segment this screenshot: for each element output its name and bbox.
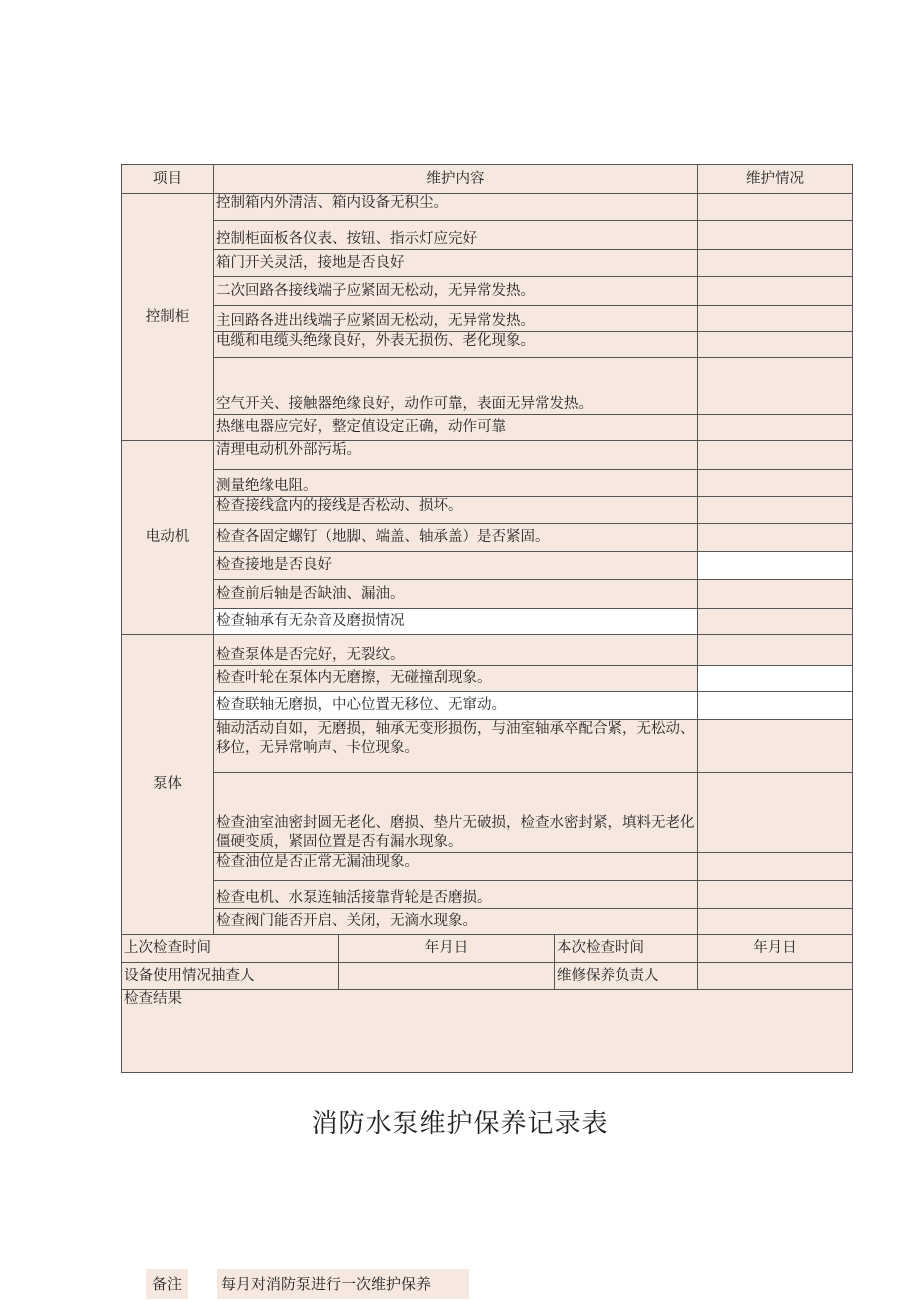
status-cell[interactable] [698, 909, 853, 935]
table-row [122, 441, 853, 470]
table-row [122, 692, 853, 720]
table-row [122, 635, 853, 666]
table-row [122, 881, 853, 909]
table-row [122, 524, 853, 552]
status-cell[interactable] [698, 720, 853, 773]
status-cell[interactable] [698, 666, 853, 692]
section-motor-name: 电动机 [122, 441, 214, 635]
section-pump-name: 泵体 [122, 635, 214, 935]
maintainer-value[interactable] [698, 963, 853, 990]
cabinet-item-3: 二次回路各接线端子应紧固无松动，无异常发热。 [214, 277, 698, 306]
cabinet-item-1: 控制柜面板各仪表、按钮、指示灯应完好 [214, 221, 698, 250]
status-cell[interactable] [698, 277, 853, 306]
pump-item-4: 检查油室油密封圆无老化、磨损、垫片无破损，检查水密封紧，填料无老化僵硬变质，紧固位置是否有漏水现象。 [214, 773, 698, 853]
cabinet-item-5: 电缆和电缆头绝缘良好，外表无损伤、老化现象。 [214, 332, 698, 358]
inspector-label: 设备使用情况抽查人 [122, 963, 339, 990]
status-cell[interactable] [698, 250, 853, 277]
status-cell[interactable] [698, 773, 853, 853]
table-row [122, 580, 853, 609]
table-row [122, 853, 853, 881]
check-result[interactable] [122, 990, 853, 1073]
responsible-row [122, 963, 853, 990]
status-cell[interactable] [698, 306, 853, 332]
status-cell[interactable] [698, 332, 853, 358]
pump-item-6: 检查电机、水泵连轴活接靠背轮是否磨损。 [214, 881, 698, 909]
table-row [122, 497, 853, 524]
status-cell[interactable] [698, 221, 853, 250]
pump-item-1: 检查叶轮在泵体内无磨擦，无碰撞刮现象。 [214, 666, 698, 692]
table-row [122, 720, 853, 773]
table-row [122, 277, 853, 306]
status-cell[interactable] [698, 441, 853, 470]
status-cell[interactable] [698, 853, 853, 881]
motor-item-1: 测量绝缘电阻。 [214, 470, 698, 497]
cabinet-item-0: 控制箱内外清洁、箱内设备无积尘。 [214, 194, 698, 221]
status-cell[interactable] [698, 692, 853, 720]
this-check-label: 本次检查时间 [555, 935, 698, 963]
note-text: 每月对消防泵进行一次维护保养 [217, 1269, 469, 1299]
table-row [122, 666, 853, 692]
record-table [121, 164, 853, 1073]
motor-item-6: 检查轴承有无杂音及磨损情况 [214, 609, 698, 635]
status-cell[interactable] [698, 497, 853, 524]
table-row [122, 221, 853, 250]
last-check-value[interactable]: 年月日 [339, 935, 555, 963]
table-row [122, 470, 853, 497]
motor-item-3: 检查各固定螺钉（地脚、端盖、轴承盖）是否紧固。 [214, 524, 698, 552]
motor-item-5: 检查前后轴是否缺油、漏油。 [214, 580, 698, 609]
header-content: 维护内容 [214, 165, 698, 194]
result-row [122, 990, 853, 1073]
table-row [122, 250, 853, 277]
table-row [122, 773, 853, 853]
cabinet-item-6: 空气开关、接触器绝缘良好，动作可靠，表面无异常发热。 [214, 358, 698, 415]
table-header-row [122, 165, 853, 194]
motor-item-4: 检查接地是否良好 [214, 552, 698, 580]
inspector-value[interactable] [339, 963, 555, 990]
maintenance-record-table [121, 164, 852, 1073]
header-item: 项目 [122, 165, 214, 194]
status-cell[interactable] [698, 415, 853, 441]
status-cell[interactable] [698, 580, 853, 609]
section-cabinet-name: 控制柜 [122, 194, 214, 441]
check-result-label: 检查结果 [124, 991, 182, 1007]
this-check-value[interactable]: 年月日 [698, 935, 853, 963]
table-row [122, 609, 853, 635]
table-row [122, 358, 853, 415]
status-cell[interactable] [698, 524, 853, 552]
pump-item-7: 检查阀门能否开启、关闭，无滴水现象。 [214, 909, 698, 935]
status-cell[interactable] [698, 609, 853, 635]
maintainer-label: 维修保养负责人 [555, 963, 698, 990]
pump-item-0: 检查泵体是否完好，无裂纹。 [214, 635, 698, 666]
document-title: 消防水泵维护保养记录表 [311, 1109, 609, 1139]
check-time-row [122, 935, 853, 963]
table-row [122, 332, 853, 358]
status-cell[interactable] [698, 552, 853, 580]
pump-item-3: 轴动活动自如，无磨损，轴承无变形损伤，与油室轴承卒配合紧，无松动、移位，无异常响声、卡位现象。 [214, 720, 698, 773]
table-row [122, 194, 853, 221]
table-row [122, 552, 853, 580]
pump-item-2: 检查联轴无磨损，中心位置无移位、无窜动。 [214, 692, 698, 720]
note-label: 备注 [146, 1269, 188, 1299]
table-row [122, 909, 853, 935]
status-cell[interactable] [698, 881, 853, 909]
last-check-label: 上次检查时间 [122, 935, 339, 963]
status-cell[interactable] [698, 358, 853, 415]
status-cell[interactable] [698, 635, 853, 666]
table-row [122, 415, 853, 441]
header-status: 维护情况 [698, 165, 853, 194]
pump-item-5: 检查油位是否正常无漏油现象。 [214, 853, 698, 881]
status-cell[interactable] [698, 470, 853, 497]
table-row [122, 306, 853, 332]
cabinet-item-2: 箱门开关灵活，接地是否良好 [214, 250, 698, 277]
motor-item-2: 检查接线盒内的接线是否松动、损坏。 [214, 497, 698, 524]
cabinet-item-4: 主回路各进出线端子应紧固无松动，无异常发热。 [214, 306, 698, 332]
motor-item-0: 清理电动机外部污垢。 [214, 441, 698, 470]
status-cell[interactable] [698, 194, 853, 221]
cabinet-item-7: 热继电器应完好，整定值设定正确，动作可靠 [214, 415, 698, 441]
